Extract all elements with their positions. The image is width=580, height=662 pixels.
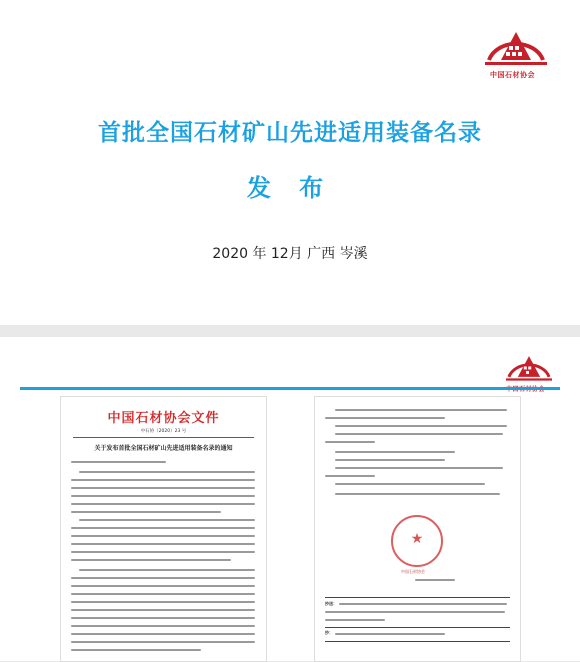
list-document [314, 396, 521, 662]
seal-star-icon: ★ [410, 531, 424, 547]
association-logo [481, 24, 551, 80]
cc-bottom-rule [325, 641, 510, 642]
logo-icon [481, 24, 551, 68]
date-location: 2020 年 12月 广西 岑溪 [212, 246, 368, 262]
divider-rule [20, 387, 560, 390]
page-title: 首批全国石材矿山先进适用装备名录 [98, 120, 482, 146]
logo-text: 中国石材协会 [490, 70, 535, 79]
official-seal [391, 515, 443, 567]
title-slide [0, 0, 580, 325]
document-header: 中国石材协会文件 [107, 411, 220, 426]
cc-middle-rule [325, 627, 510, 628]
cc-top-rule [325, 597, 510, 598]
cc2-label: 抄： [325, 630, 333, 635]
notice-document [60, 396, 267, 662]
cc-label: 抄送： [325, 601, 337, 606]
document-number: 中石协（2020）23 号 [140, 429, 187, 434]
logo-icon [503, 350, 555, 383]
seal-org-text: 中国石材协会 [401, 569, 425, 574]
header-red-rule [73, 437, 254, 438]
document-subject: 关于发布首批全国石材矿山先进适用装备名录的通知 [94, 445, 233, 452]
page-subtitle: 发 布 [246, 174, 334, 202]
